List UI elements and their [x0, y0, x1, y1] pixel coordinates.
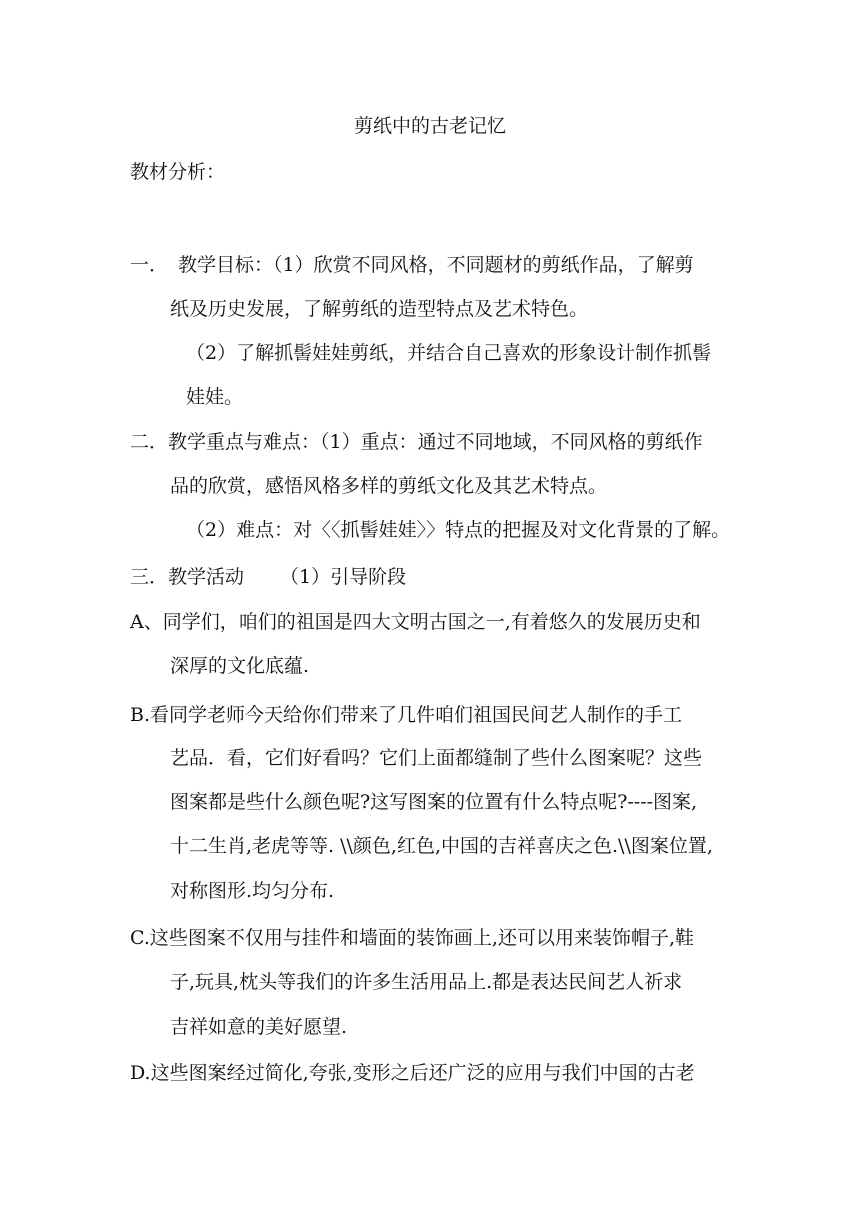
- item-b-line-1: B.看同学老师今天给你们带来了几件咱们祖国民间艺人制作的手工: [130, 704, 683, 726]
- analysis-heading: 教材分析：: [130, 161, 226, 183]
- item-b-line-3: 图案都是些什么颜色呢?这写图案的位置有什么特点呢?----图案,: [170, 791, 698, 813]
- section-2-line-1: 二．教学重点与难点：（1）重点：通过不同地域，不同风格的剪纸作: [130, 431, 703, 453]
- document-title: 剪纸中的古老记忆: [353, 115, 506, 137]
- item-c-line-1: C.这些图案不仅用与挂件和墙面的装饰画上,还可以用来装饰帽子,鞋: [130, 927, 694, 949]
- section-1-line-2: 纸及历史发展，了解剪纸的造型特点及艺术特色。: [170, 298, 589, 320]
- item-b-line-2: 艺品．看，它们好看吗？它们上面都缝制了些什么图案呢？这些: [170, 747, 703, 769]
- section-1-line-1: [130, 253, 694, 277]
- item-a-line-1: A、同学们，咱们的祖国是四大文明古国之一,有着悠久的发展历史和: [130, 611, 701, 633]
- item-d-line-1: D.这些图案经过简化,夸张,变形之后还广泛的应用与我们中国的古老: [130, 1062, 695, 1084]
- item-b-line-4: 十二生肖,老虎等等. \\颜色,红色,中国的吉祥喜庆之色.\\图案位置,: [170, 835, 713, 857]
- item-b-line-5: 对称图形.均匀分布.: [170, 880, 335, 902]
- section-1-line-4: 娃娃。: [186, 386, 244, 408]
- item-c-line-3: 吉祥如意的美好愿望.: [170, 1016, 348, 1038]
- section-2-line-3: （2）难点：对〈〈抓髻娃娃〉〉特点的把握及对文化背景的了解。: [186, 519, 731, 541]
- section-2-line-2: 品的欣赏，感悟风格多样的剪纸文化及其艺术特点。: [170, 475, 608, 497]
- section-3-label: 三．教学活动: [130, 566, 245, 588]
- item-a-line-2: 深厚的文化底蕴.: [170, 655, 310, 677]
- section-3-stage: （1）引导阶段: [280, 566, 407, 588]
- item-c-line-2: 子,玩具,枕头等我们的许多生活用品上.都是表达民间艺人祈求: [170, 971, 683, 993]
- section-1-line-3: （2）了解抓髻娃娃剪纸，并结合自己喜欢的形象设计制作抓髻: [186, 342, 712, 364]
- section-1-number: 一．: [130, 254, 169, 276]
- section-1-text: 教学目标：（1）欣赏不同风格，不同题材的剪纸作品，了解剪: [178, 254, 694, 276]
- section-3-line: [130, 565, 406, 589]
